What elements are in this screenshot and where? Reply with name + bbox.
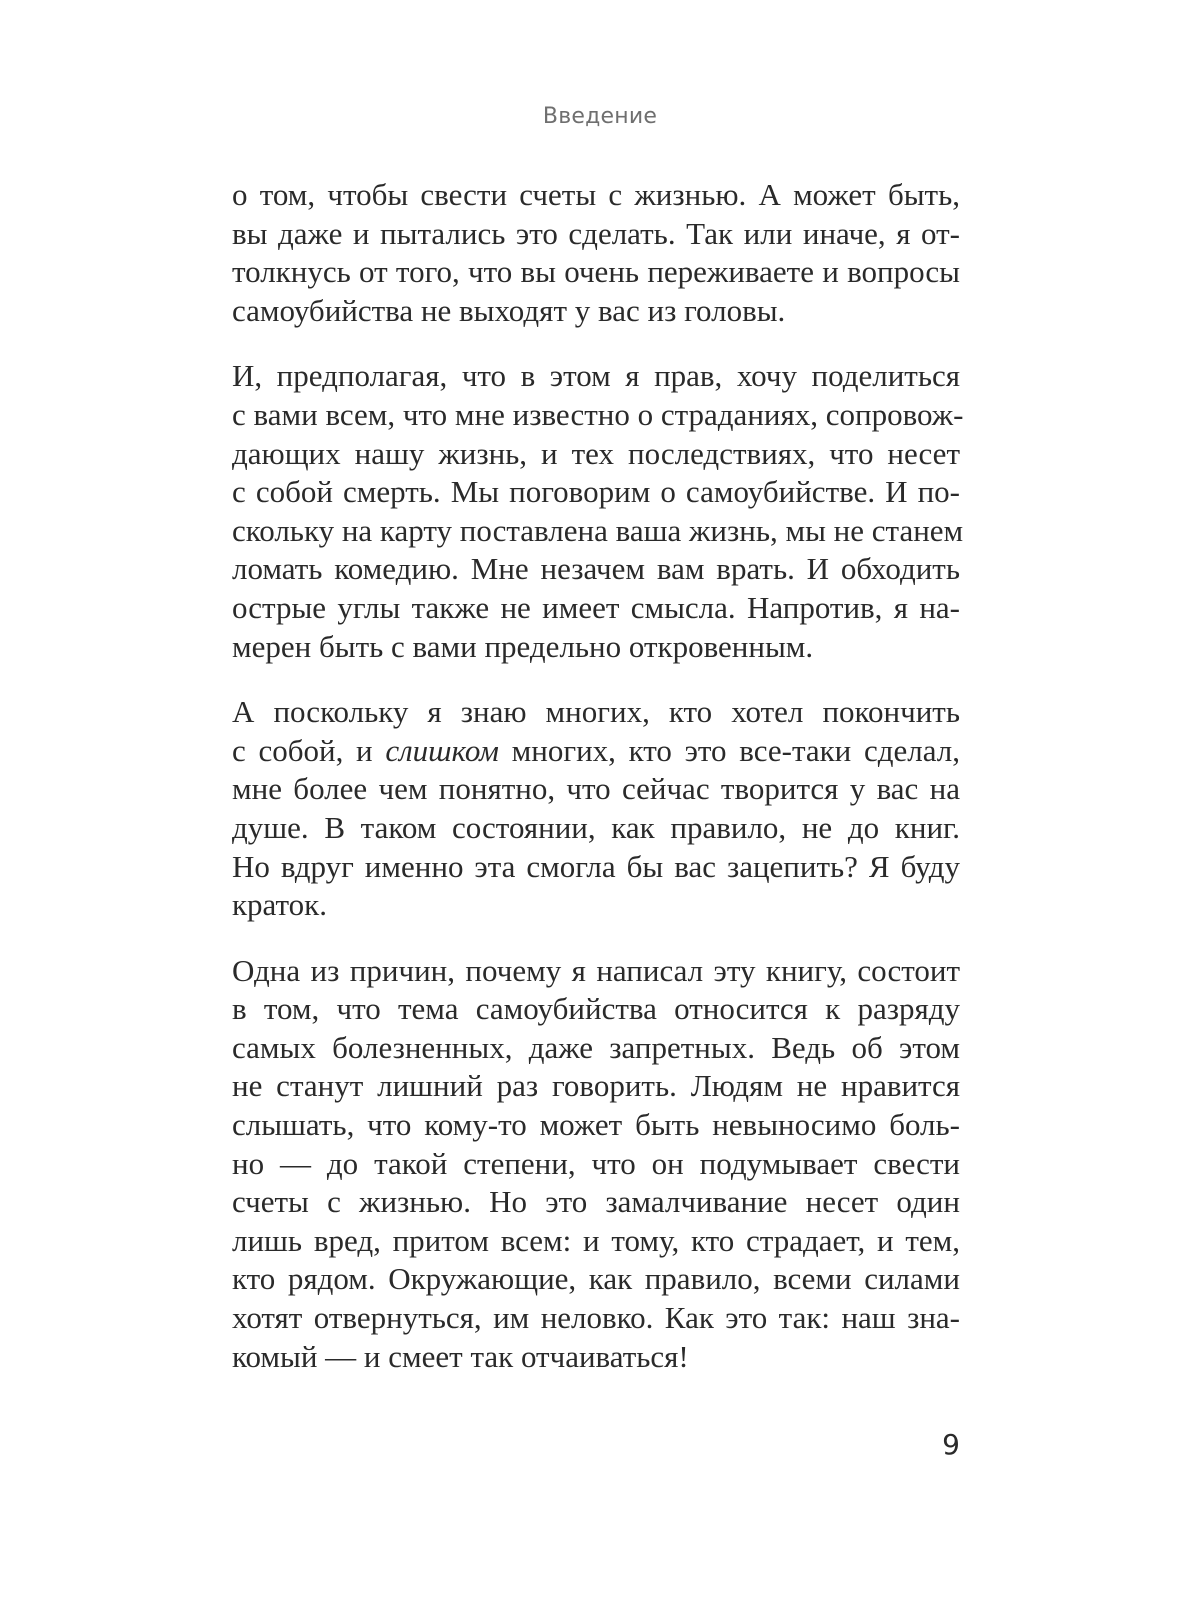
text-line: но — до такой степени, что он подумывает свести (232, 1145, 960, 1181)
text-line: скольку на карту поставлена ваша жизнь, мы не станем (232, 512, 964, 548)
text-line: самых болезненных, даже запретных. Ведь об этом (232, 1029, 960, 1065)
paragraph-3 (232, 693, 960, 925)
paragraph-1 (232, 176, 960, 330)
emphasis-word: слишком (385, 732, 499, 768)
running-head: Введение (542, 104, 658, 129)
page-number: 9 (942, 1428, 960, 1461)
text-line: о том, чтобы свести счеты с жизнью. А может быть, (232, 177, 960, 212)
text-line: слышать, что кому-то может быть невыносимо боль- (232, 1107, 960, 1143)
text-line: мне более чем понятно, что сейчас творится у вас на (232, 771, 960, 807)
text-line: не станут лишний раз говорить. Людям не нравится (232, 1068, 960, 1104)
text-line: вы даже и пытались это сделать. Так или иначе, я от- (232, 215, 960, 251)
body-text (232, 176, 964, 1403)
text-line: хотят отвернуться, им неловко. Как это так: наш зна- (232, 1300, 960, 1336)
text-line: душе. В таком состоянии, как правило, не до книг. (232, 809, 960, 845)
text-line: с собой смерть. Мы поговорим о самоубийстве. И по- (232, 474, 960, 510)
text-line: счеты с жизнью. Но это замалчивание несет один (232, 1184, 960, 1220)
text-line: Одна из причин, почему я написал эту книгу, состоит (232, 952, 960, 988)
text-line-with-emphasis (232, 732, 960, 771)
text-line: толкнусь от того, что вы очень переживаете и вопросы (232, 254, 960, 290)
text-line: комый — и смеет так отчаиваться! (232, 1338, 689, 1374)
text-line: мерен быть с вами предельно откровенным. (232, 628, 814, 664)
paragraph-2 (232, 357, 964, 666)
text-line: кто рядом. Окружающие, как правило, всеми силами (232, 1261, 960, 1297)
text-line: ломать комедию. Мне незачем вам врать. И обходить (232, 551, 960, 587)
text-line: в том, что тема самоубийства относится к разряду (232, 991, 960, 1027)
text-segment: с собой, и (232, 732, 386, 768)
text-line: самоубийства не выходят у вас из головы. (232, 292, 786, 328)
text-line: лишь вред, притом всем: и тому, кто страдает, и тем, (232, 1222, 960, 1258)
text-line: И, предполагая, что в этом я прав, хочу поделиться (232, 358, 960, 394)
text-line: с вами всем, что мне известно о страданиях, сопровож- (232, 396, 964, 432)
text-line: А поскольку я знаю многих, кто хотел покончить (232, 694, 960, 730)
text-line: дающих нашу жизнь, и тех последствиях, что несет (232, 435, 960, 471)
text-line: краток. (232, 887, 327, 923)
paragraph-4 (232, 952, 960, 1377)
text-segment: многих, кто это все-таки сделал, (498, 732, 960, 768)
text-line: Но вдруг именно эта смогла бы вас зацепить? Я буду (232, 848, 960, 884)
text-line: острые углы также не имеет смысла. Напротив, я на- (232, 589, 960, 625)
